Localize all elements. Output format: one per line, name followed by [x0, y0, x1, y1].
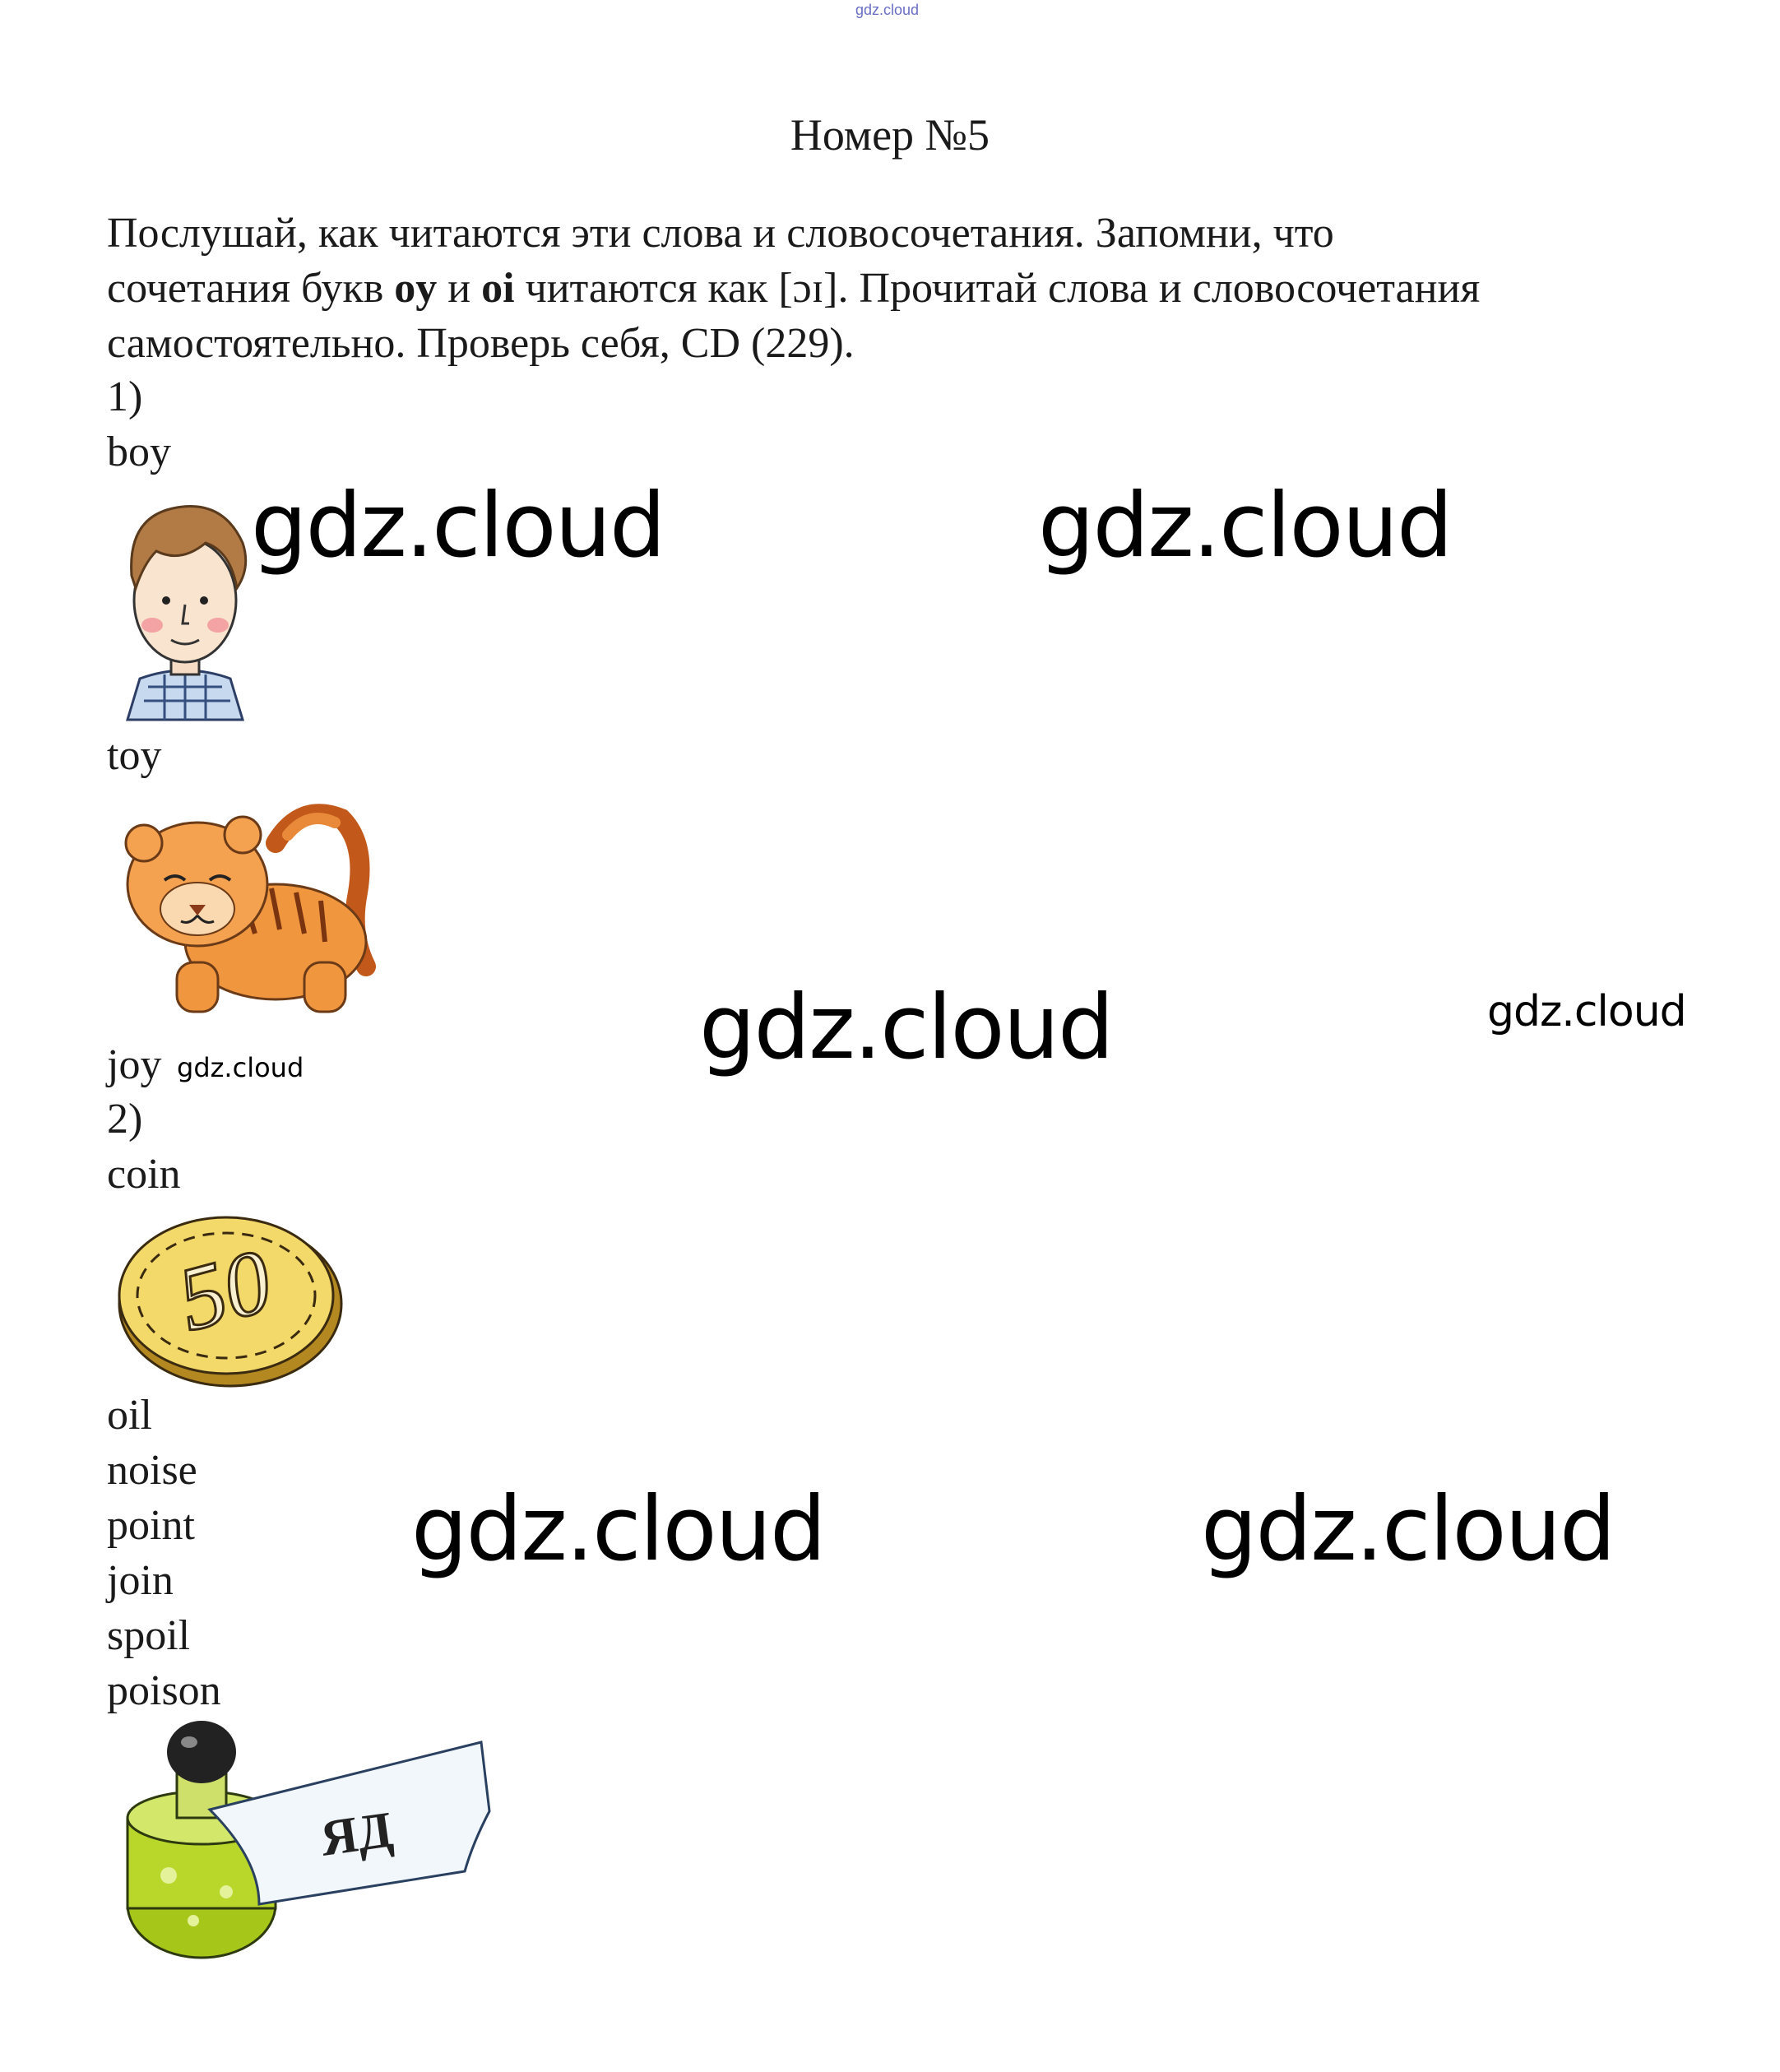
- watermark: gdz.cloud: [251, 475, 665, 577]
- section-2-label: 2): [107, 1096, 143, 1143]
- word-coin: coin: [107, 1151, 181, 1198]
- instruction-line-1: Послушай, как читаются эти слова и словосочетания. Запомни, что: [107, 210, 1334, 257]
- watermark: gdz.cloud: [177, 1052, 304, 1083]
- poison-bottle-illustration: [119, 1719, 498, 1966]
- instruction-text: сочетания букв: [107, 265, 395, 312]
- letters-oi: oi: [481, 265, 515, 312]
- word-oil: oil: [107, 1392, 152, 1439]
- word-join: join: [107, 1557, 174, 1604]
- word-toy: toy: [107, 732, 162, 779]
- instruction-line-2: [107, 261, 1711, 316]
- watermark: gdz.cloud: [1487, 987, 1686, 1036]
- word-poison: poison: [107, 1667, 221, 1714]
- instruction-line-3: самостоятельно. Проверь себя, CD (229).: [107, 320, 855, 367]
- word-point: point: [107, 1502, 195, 1549]
- page-title: Номер №5: [790, 110, 990, 160]
- word-noise: noise: [107, 1447, 197, 1494]
- instruction-text: читаются как [ɔɪ]. Прочитай слова и словосочетания: [514, 265, 1481, 312]
- word-joy: joy: [107, 1041, 162, 1088]
- word-boy: boy: [107, 429, 171, 475]
- coin-number: 50: [168, 1230, 282, 1351]
- header-watermark: gdz.cloud: [855, 2, 920, 18]
- section-1-label: 1): [107, 373, 143, 420]
- toy-tiger-illustration: [119, 786, 382, 1024]
- watermark: gdz.cloud: [1201, 1478, 1615, 1581]
- instruction-text: и: [437, 265, 482, 312]
- letters-oy: oy: [394, 265, 438, 312]
- watermark: gdz.cloud: [1038, 475, 1452, 577]
- word-spoil: spoil: [107, 1612, 191, 1659]
- watermark: gdz.cloud: [411, 1478, 825, 1581]
- task-instructions: [107, 206, 1711, 371]
- poison-label-text: ЯД: [317, 1801, 396, 1867]
- coin-illustration: [111, 1205, 345, 1390]
- watermark: gdz.cloud: [699, 976, 1113, 1079]
- boy-illustration: [107, 485, 263, 724]
